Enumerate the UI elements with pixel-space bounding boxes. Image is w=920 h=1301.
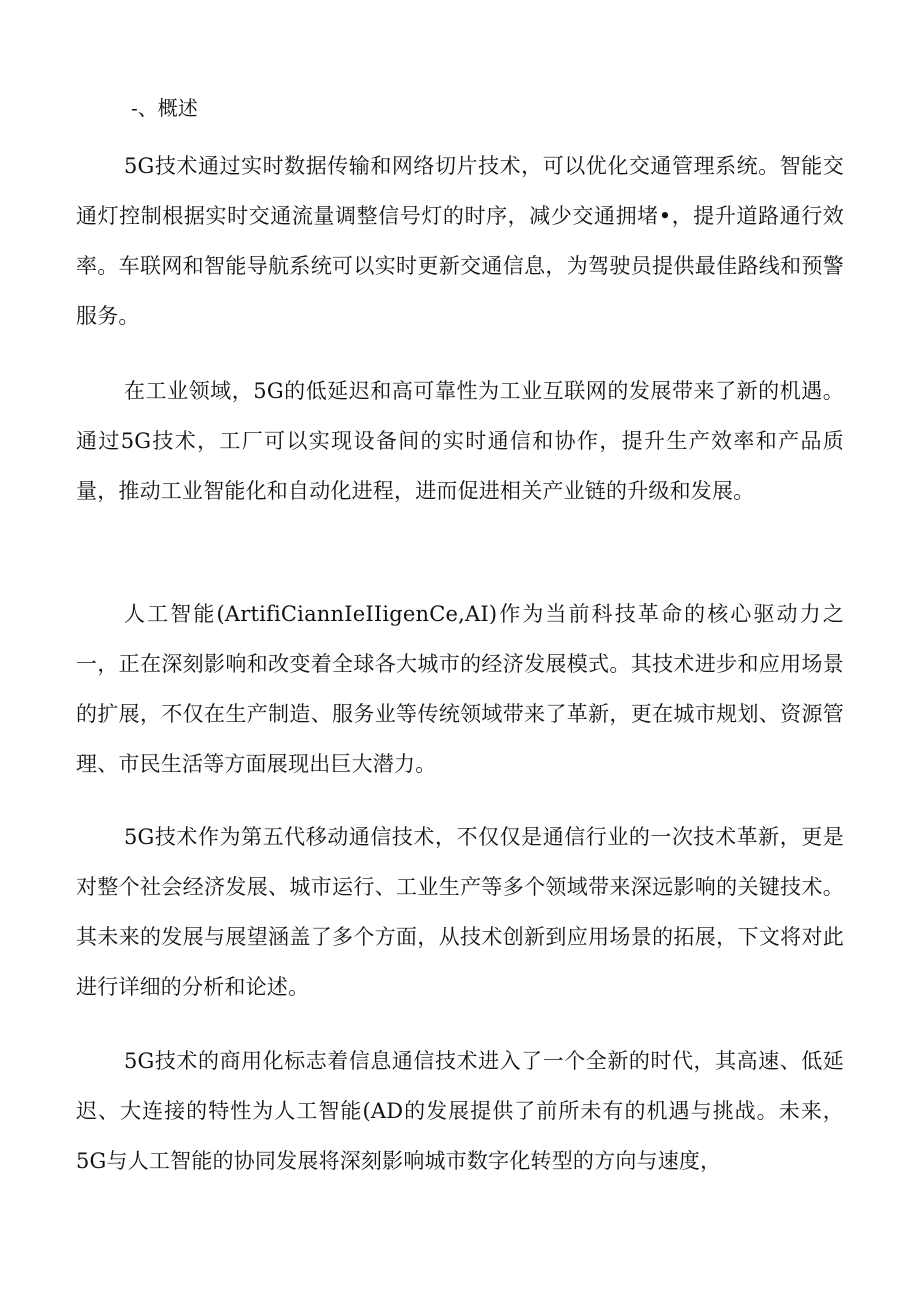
paragraph-traffic: 5G技术通过实时数据传输和网络切片技术，可以优化交通管理系统。智能交通灯控制根据实时交通流量调整信号灯的时序，减少交通拥堵•，提升道路通行效率。车联网和智能导航系统可以实时更新交通信息，为驾驶员提供最佳路线和预警服务。 xyxy=(76,154,844,328)
paragraph-5g-ai-synergy: 5G技术的商用化标志着信息通信技术进入了一个全新的时代，其高速、低延迟、大连接的特性为人工智能(AD的发展提供了前所未有的机遇与挑战。未来，5G与人工智能的协同发展将深刻影响城市数字化转型的方向与速度， xyxy=(76,1049,844,1173)
section-heading: -、概述 xyxy=(131,96,198,120)
paragraph-industry: 在工业领域，5G的低延迟和高可靠性为工业互联网的发展带来了新的机遇。通过5G技术，工厂可以实现设备间的实时通信和协作，提升生产效率和产品质量，推动工业智能化和自动化进程，进而促进相关产业链的升级和发展。 xyxy=(76,379,844,503)
paragraph-5g-overview: 5G技术作为第五代移动通信技术，不仅仅是通信行业的一次技术革新，更是对整个社会经济发展、城市运行、工业生产等多个领域带来深远影响的关键技术。其未来的发展与展望涵盖了多个方面，从技术创新到应用场景的拓展，下文将对此进行详细的分析和论述。 xyxy=(76,825,844,999)
paragraph-ai: 人工智能(ArtifiCiannIeIIigenCe,AI)作为当前科技革命的核心驱动力之一，正在深刻影响和改变着全球各大城市的经济发展模式。其技术进步和应用场景的扩展，不仅在生产制造、服务业等传统领域带来了革新，更在城市规划、资源管理、市民生活等方面展现出巨大潜力。 xyxy=(76,602,844,776)
